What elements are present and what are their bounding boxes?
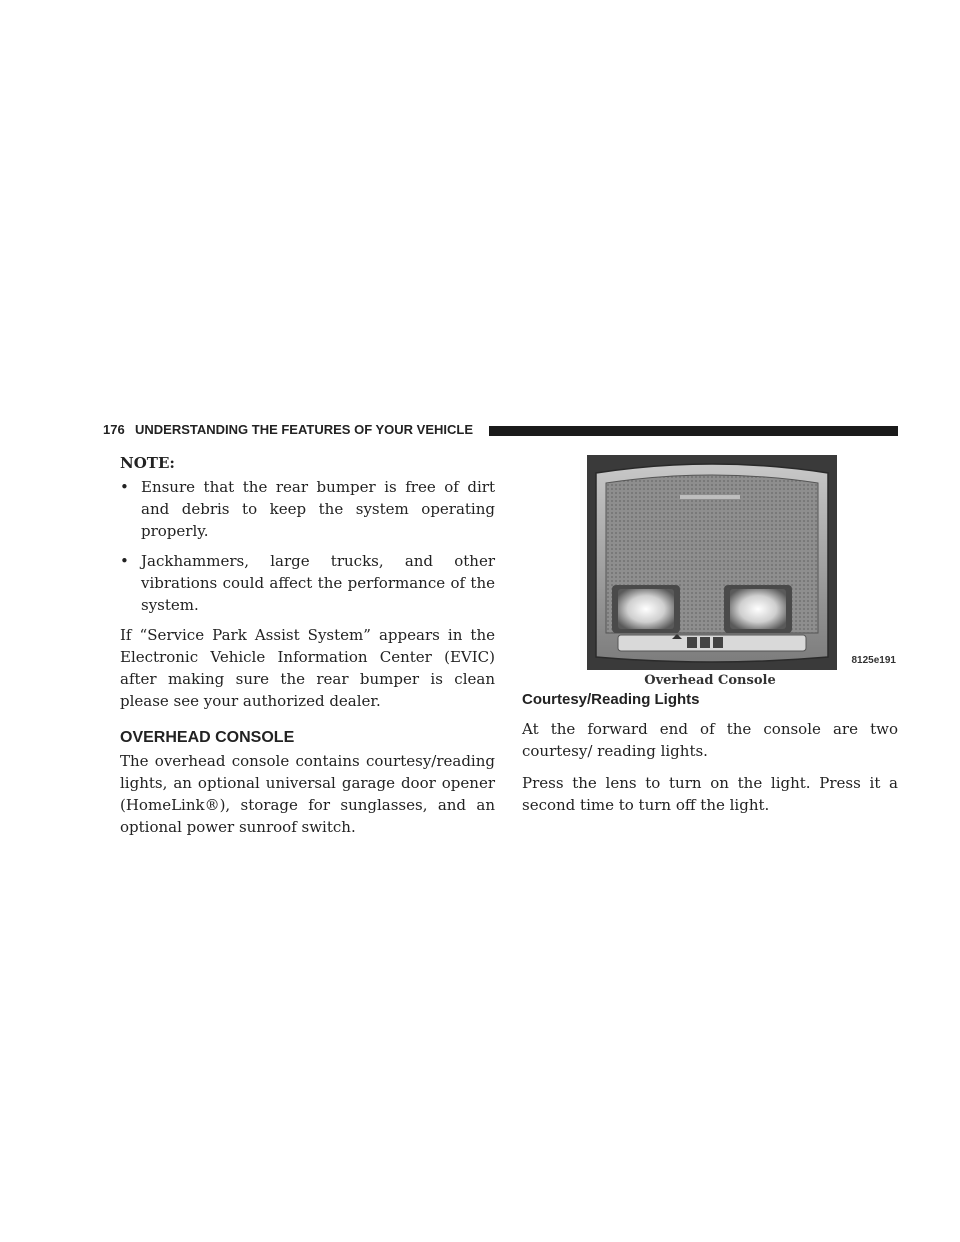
note-bullets <box>120 476 495 616</box>
figure-caption: Overhead Console <box>644 673 776 688</box>
right-column <box>522 455 898 826</box>
page-header <box>103 421 898 439</box>
section-title: OVERHEAD CONSOLE <box>120 729 295 746</box>
running-head: UNDERSTANDING THE FEATURES OF YOUR VEHICLE <box>135 422 474 437</box>
lights-paragraph-2: Press the lens to turn on the light. Press it a second time to turn off the light. <box>522 774 898 814</box>
bullet-item <box>120 550 495 616</box>
bullet-text: Ensure that the rear bumper is free of dirt and debris to keep the system operating properly. <box>141 478 495 540</box>
bullet-icon: • <box>120 552 129 570</box>
section-body: The overhead console contains courtesy/reading lights, an optional universal garage door opener (HomeLink®), storage for sunglasses, and an optional power sunroof switch. <box>120 752 495 836</box>
note-label: NOTE: <box>120 454 175 472</box>
bullet-item <box>120 476 495 542</box>
left-column <box>120 452 495 838</box>
subsection-title: Courtesy/Reading Lights <box>522 691 700 708</box>
figure-code: 8125e191 <box>851 655 896 666</box>
overhead-console-figure <box>522 455 898 690</box>
lights-paragraph-1: At the forward end of the console are two courtesy/ reading lights. <box>522 720 898 760</box>
bullet-icon: • <box>120 478 129 496</box>
overhead-console-illustration <box>522 455 898 690</box>
service-paragraph: If “Service Park Assist System” appears in the Electronic Vehicle Information Center (EVIC) after making sure the rear bumper is clean please see your authorized dealer. <box>120 626 495 710</box>
header-rule <box>489 426 898 436</box>
right-text <box>522 690 898 816</box>
page-number: 176 <box>103 422 125 437</box>
bullet-text: Jackhammers, large trucks, and other vibrations could affect the performance of the system. <box>141 552 495 614</box>
